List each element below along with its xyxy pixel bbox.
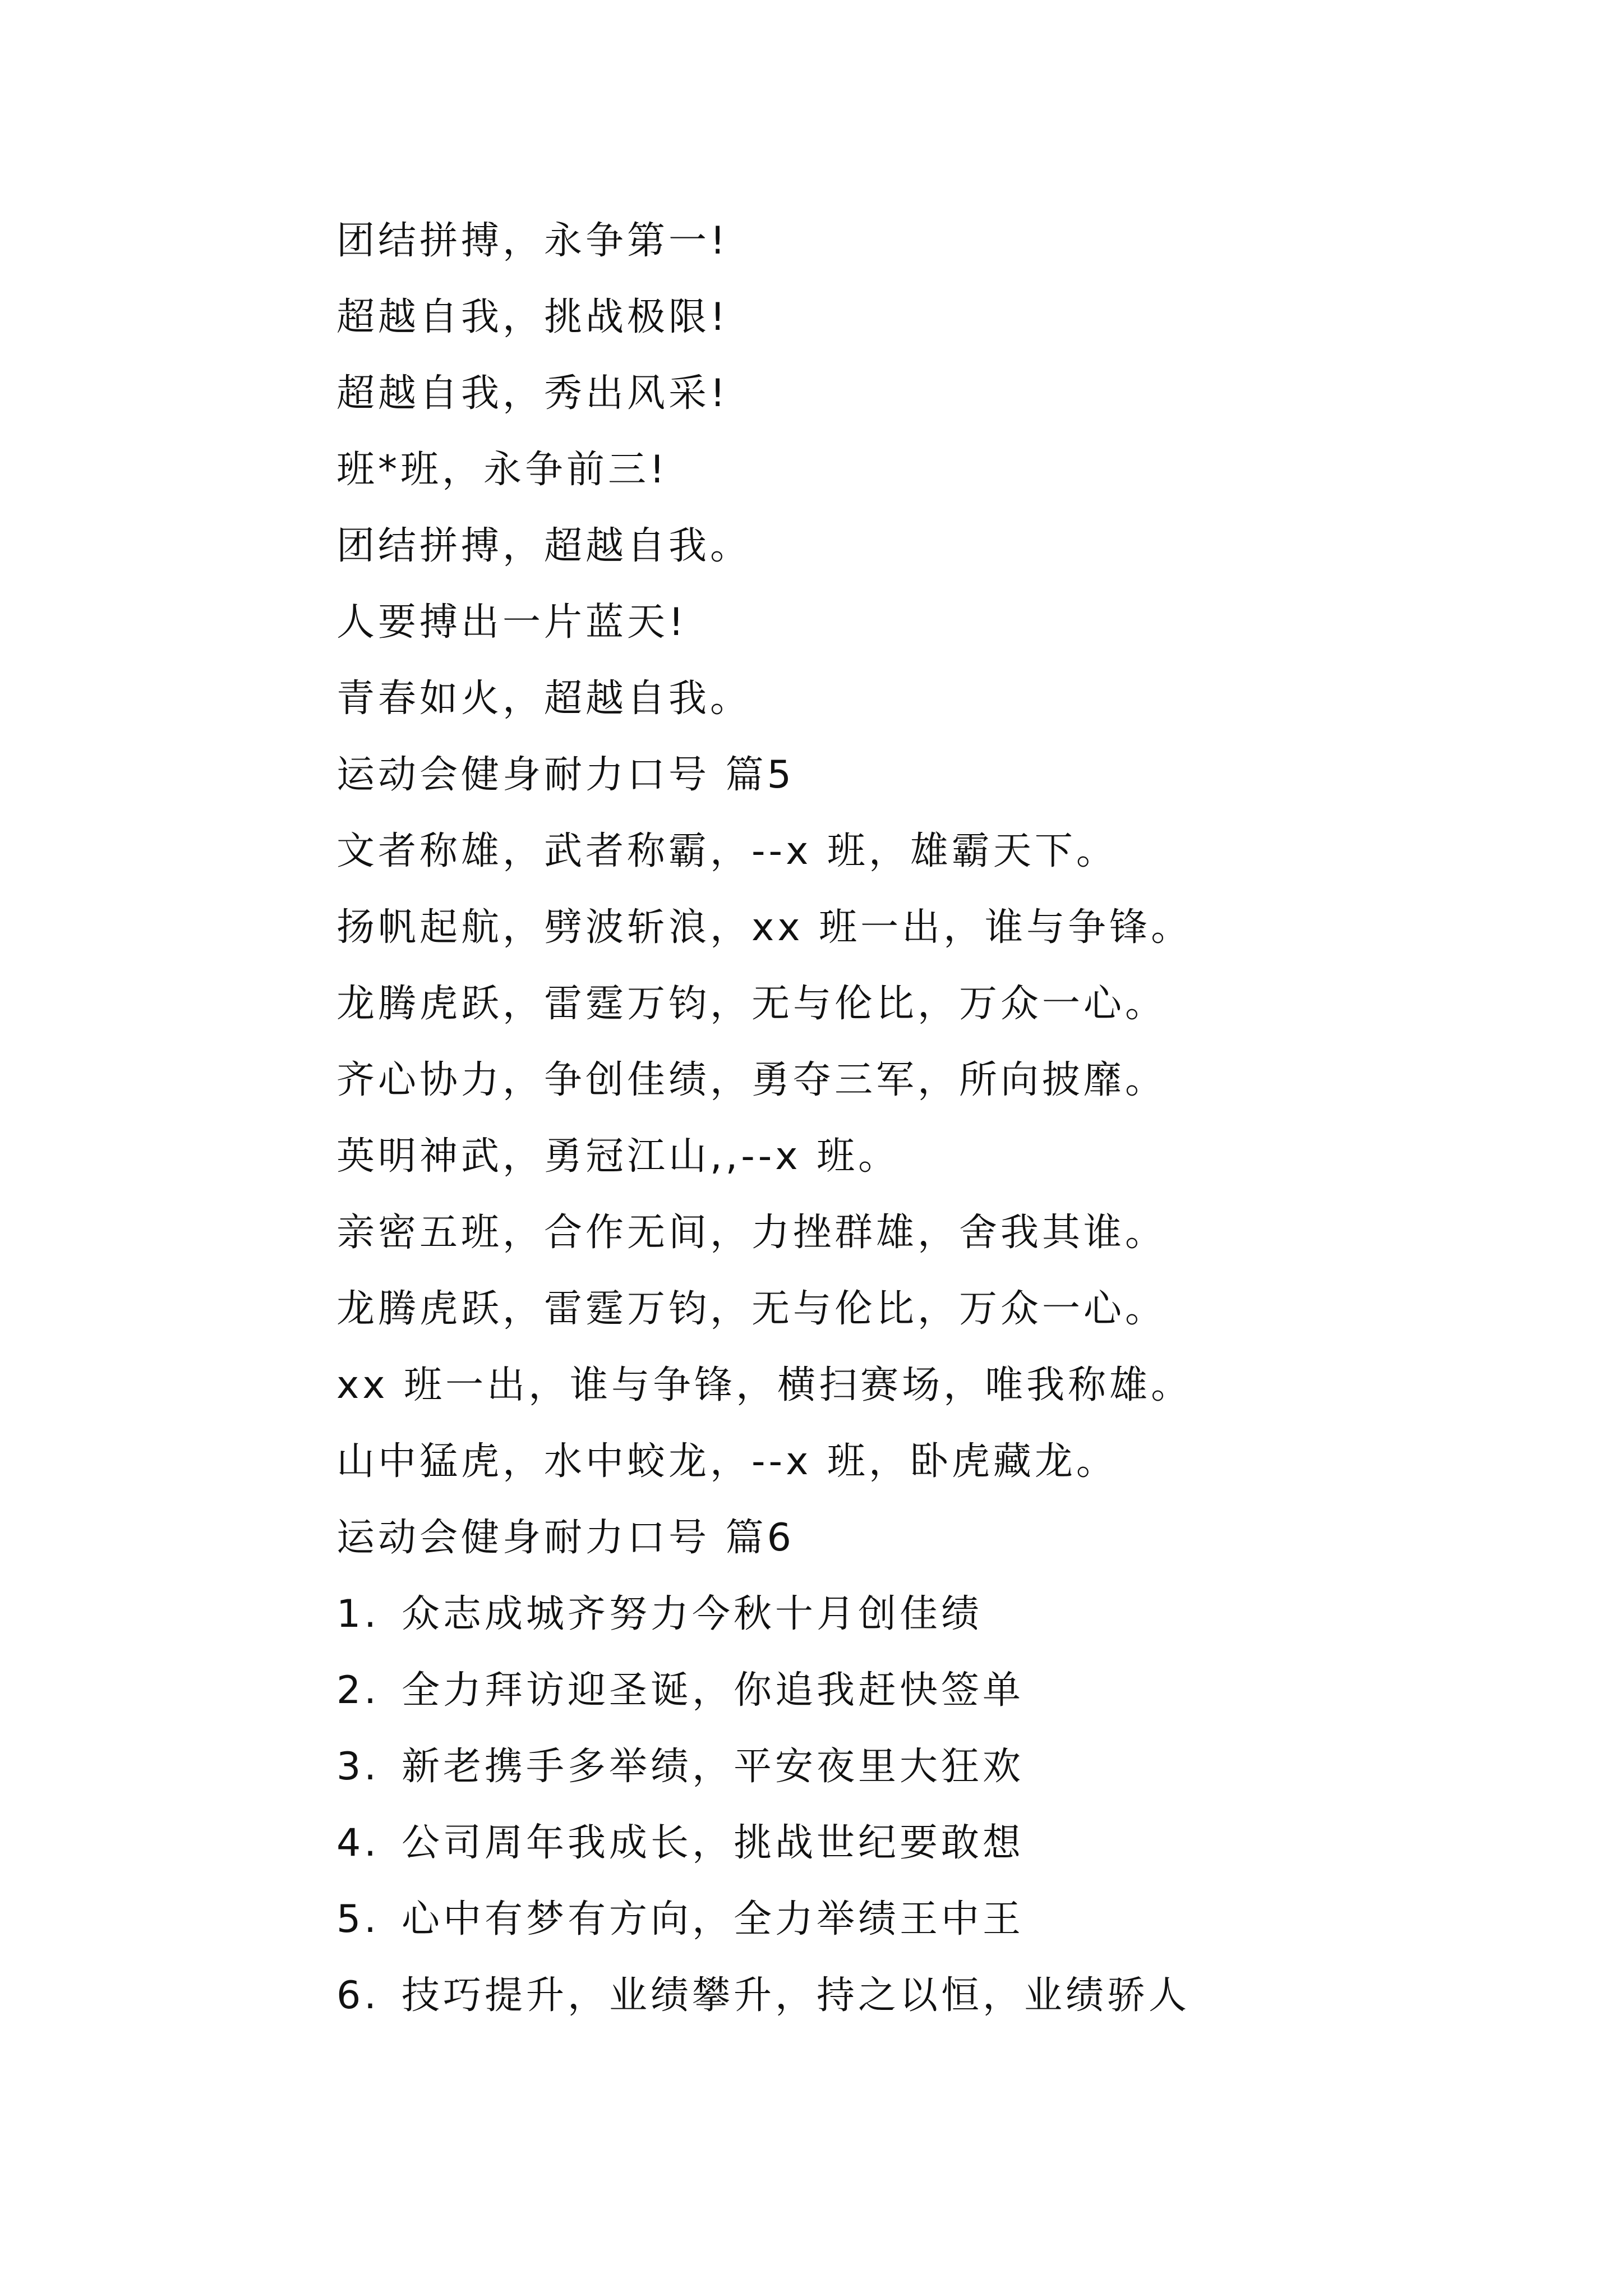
item-text: 全力拜访迎圣诞，你追我赶快签单 (402, 1668, 1025, 1713)
section-heading: 运动会健身耐力口号 篇6 (336, 1516, 795, 1560)
text-line: 文者称雄，武者称霸，--x 班，雄霸天下。 (336, 829, 1118, 873)
numbered-item (336, 1653, 1514, 1729)
item-number: 5. (336, 1897, 380, 1941)
item-text: 新老携手多举绩，平安夜里大狂欢 (402, 1745, 1025, 1789)
item-number: 6. (336, 1973, 380, 2018)
text-line: 齐心协力，争创佳绩，勇夺三军，所向披靡。 (336, 1058, 1167, 1102)
text-line: 龙腾虎跃，雷霆万钧，无与伦比，万众一心。 (336, 982, 1167, 1026)
item-number: 3. (336, 1745, 380, 1789)
item-number: 2. (336, 1668, 380, 1713)
text-line: 团结拼搏，超越自我。 (336, 524, 752, 568)
numbered-item (336, 1958, 1514, 2034)
text-line: 人要搏出一片蓝天! (336, 600, 688, 645)
text-line: 龙腾虎跃，雷霆万钧，无与伦比，万众一心。 (336, 1287, 1167, 1331)
item-number: 1. (336, 1592, 380, 1636)
item-text: 公司周年我成长，挑战世纪要敢想 (402, 1821, 1025, 1865)
numbered-item (336, 1805, 1514, 1881)
item-text: 技巧提升，业绩攀升，持之以恒，业绩骄人 (402, 1973, 1191, 2018)
text-line: 超越自我，秀出风采! (336, 371, 729, 416)
item-text: 心中有梦有方向，全力举绩王中王 (402, 1897, 1025, 1941)
text-line: xx 班一出，谁与争锋，横扫赛场，唯我称雄。 (336, 1363, 1193, 1407)
numbered-item (336, 1729, 1514, 1805)
text-line: 团结拼搏，永争第一! (336, 219, 729, 263)
text-line: 超越自我，挑战极限! (336, 295, 729, 339)
item-number: 4. (336, 1821, 380, 1865)
numbered-item (336, 1881, 1514, 1958)
numbered-item (336, 1576, 1514, 1653)
section-heading: 运动会健身耐力口号 篇5 (336, 753, 795, 797)
text-line: 英明神武，勇冠江山,,--x 班。 (336, 1134, 900, 1179)
text-line: 班*班，永争前三! (336, 448, 668, 492)
text-line: 青春如火，超越自我。 (336, 677, 752, 721)
text-line: 山中猛虎，水中蛟龙，--x 班，卧虎藏龙。 (336, 1439, 1118, 1484)
text-line: 亲密五班，合作无间，力挫群雄，舍我其谁。 (336, 1211, 1167, 1255)
document-body (336, 203, 1514, 2034)
text-line: 扬帆起航，劈波斩浪，xx 班一出，谁与争锋。 (336, 905, 1193, 950)
item-text: 众志成城齐努力今秋十月创佳绩 (402, 1592, 983, 1636)
